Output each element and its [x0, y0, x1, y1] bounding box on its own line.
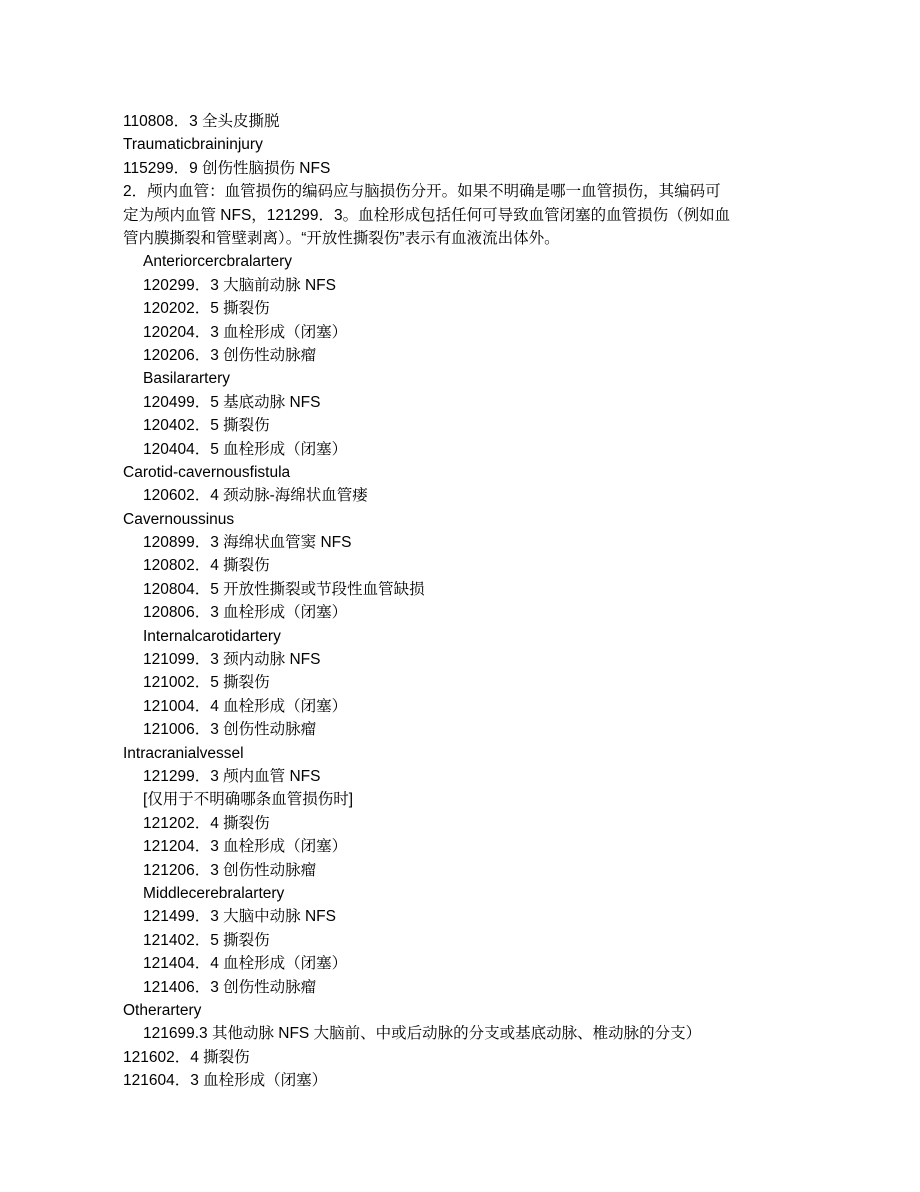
document-body: [123, 110, 743, 1092]
text-line: 121202．4 撕裂伤: [143, 814, 270, 832]
text-line: 121604．3 血栓形成（闭塞）: [123, 1072, 328, 1090]
text-line: 120202．5 撕裂伤: [143, 300, 270, 318]
text-line: 120802．4 撕裂伤: [143, 557, 270, 575]
text-line: Internalcarotidartery: [143, 627, 281, 645]
text-line: 121299．3 颅内血管 NFS: [143, 767, 321, 785]
text-line: [仅用于不明确哪条血管损伤时]: [143, 791, 354, 809]
text-line: 121099．3 颈内动脉 NFS: [143, 651, 321, 669]
text-line: Cavernoussinus: [123, 510, 235, 528]
text-line: 121499．3 大脑中动脉 NFS: [143, 908, 336, 926]
text-line: 120804．5 开放性撕裂或节段性血管缺损: [143, 580, 425, 598]
text-line: 121699.3 其他动脉 NFS 大脑前、中或后动脉的分支或基底动脉、椎动脉的分支）: [143, 1025, 702, 1043]
text-line: 110808．3 全头皮撕脱: [123, 113, 280, 130]
text-line: 120299．3 大脑前动脉 NFS: [143, 276, 336, 294]
text-line: 120602．4 颈动脉-海绵状血管瘘: [143, 487, 368, 505]
text-line: 115299．9 创伤性脑损伤 NFS: [123, 159, 331, 177]
text-line: Intracranialvessel: [123, 744, 244, 762]
text-line: 120204．3 血栓形成（闭塞）: [143, 323, 348, 341]
text-line: 120404．5 血栓形成（闭塞）: [143, 440, 348, 458]
text-line: 120206．3 创伤性动脉瘤: [143, 346, 317, 364]
text-line: 121204．3 血栓形成（闭塞）: [143, 838, 348, 856]
text-line: 121402．5 撕裂伤: [143, 931, 270, 949]
text-line: 120806．3 血栓形成（闭塞）: [143, 604, 348, 622]
text-line: 121404．4 血栓形成（闭塞）: [143, 955, 348, 973]
body-paragraph: 2．颅内血管：血管损伤的编码应与脑损伤分开。如果不明确是哪一血管损伤，其编码可定为颅内血管 NFS，121299．3。血栓形成包括任何可导致血管闭塞的血管损伤（例如血管内膜撕裂和管壁剥离）。“开放性撕裂伤”表示有血液流出体外。: [123, 183, 731, 247]
text-line: 120899．3 海绵状血管窦 NFS: [143, 534, 352, 552]
text-line: 121004．4 血栓形成（闭塞）: [143, 697, 348, 715]
text-line: 121602．4 撕裂伤: [123, 1048, 250, 1066]
text-line: Middlecerebralartery: [143, 884, 285, 902]
text-line: Anteriorcercbralartery: [143, 253, 293, 271]
text-line: 120499．5 基底动脉 NFS: [143, 393, 321, 411]
text-line: 121206．3 创伤性动脉瘤: [143, 861, 317, 879]
text-line: Carotid-cavernousfistula: [123, 463, 291, 481]
text-line: 120402．5 撕裂伤: [143, 417, 270, 435]
text-line: 121002．5 撕裂伤: [143, 674, 270, 692]
text-line: Traumaticbraininjury: [123, 136, 263, 154]
text-line: Otherartery: [123, 1001, 202, 1019]
text-line: 121006．3 创伤性动脉瘤: [143, 721, 317, 739]
text-line: Basilarartery: [143, 370, 230, 388]
text-line: 121406．3 创伤性动脉瘤: [143, 978, 317, 996]
